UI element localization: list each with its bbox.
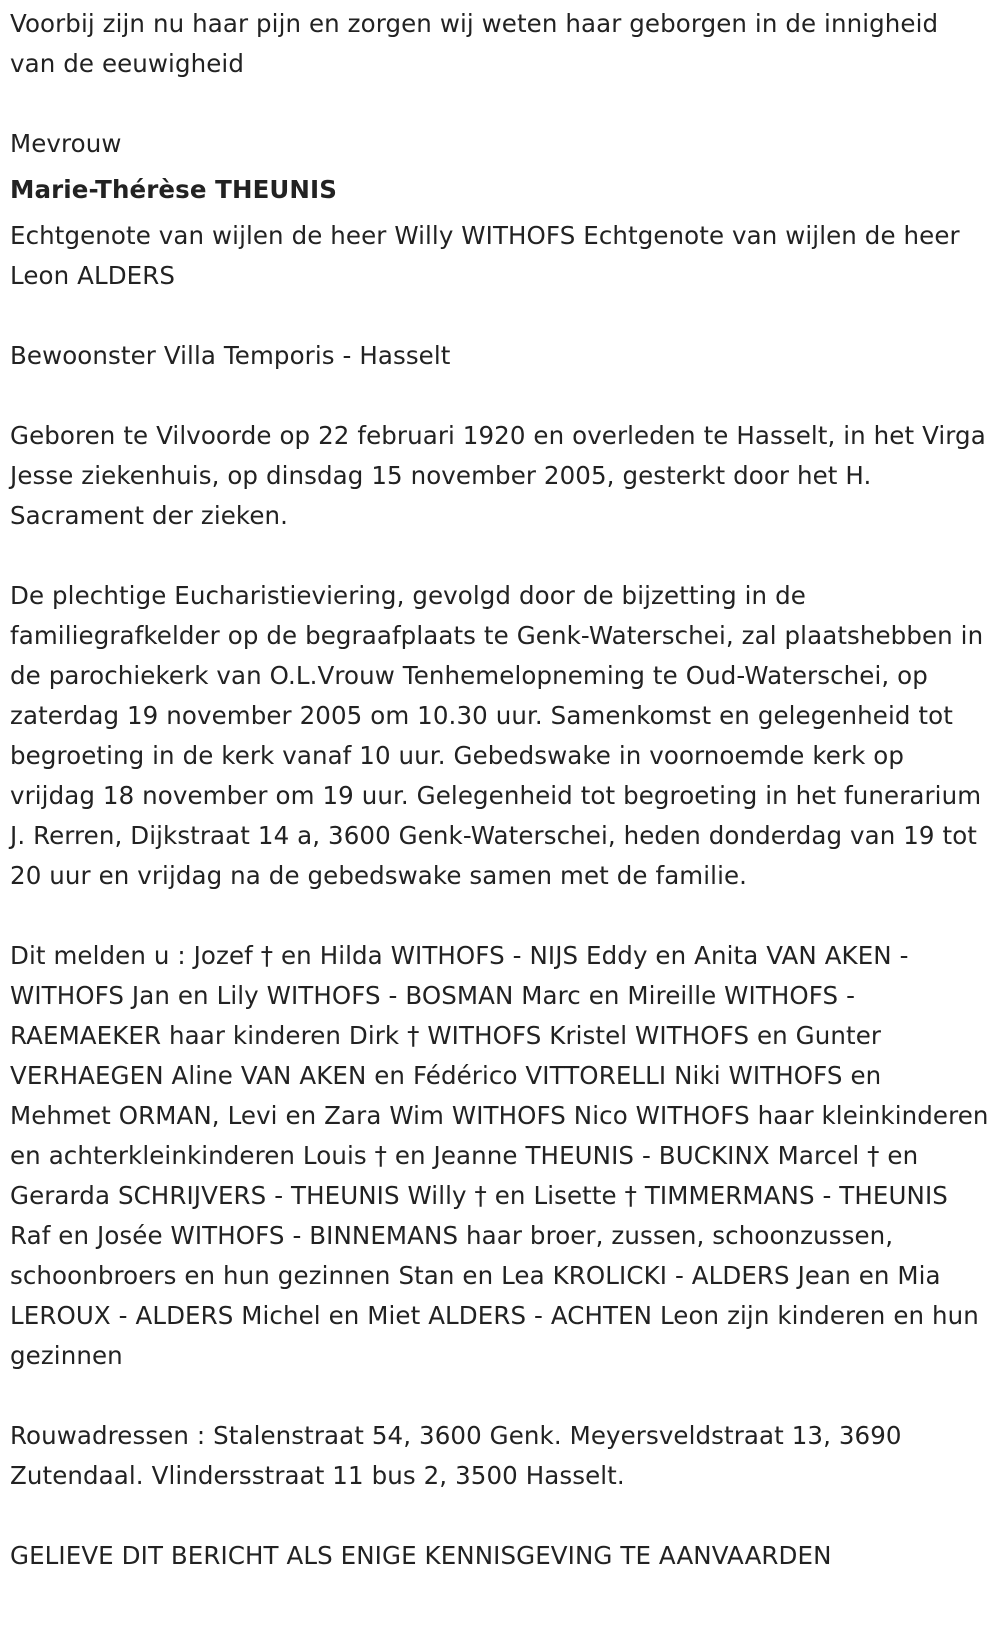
deceased-name: Marie-Thérèse THEUNIS — [10, 175, 337, 204]
residence-text: Bewoonster Villa Temporis - Hasselt — [10, 341, 451, 370]
closing-line: GELIEVE DIT BERICHT ALS ENIGE KENNISGEVING TE AANVAARDEN — [10, 1541, 832, 1570]
mourning-addresses: Rouwadressen : Stalenstraat 54, 3600 Genk. Meyersveldstraat 13, 3690 Zutendaal. Vlindersstraat 11 bus 2, 3500 Hasselt. — [10, 1421, 902, 1490]
ceremony-text: De plechtige Eucharistieviering, gevolgd door de bijzetting in de familiegrafkelder op de begraafplaats te Genk-Waterschei, zal plaatshebben in de parochiekerk van O.L.Vrouw Tenhemelopneming te Oud-Waterschei, op zaterdag 19 november 2005 om 10.30 uur. Samenkomst en gelegenheid tot begroeting in de kerk vanaf 10 uur. Gebedswake in voornoemde kerk op vrijdag 18 november om 19 uur. Gelegenheid tot begroeting in het funerarium J. Rerren, Dijkstraat 14 a, 3600 Genk-Waterschei, heden donderdag van 19 tot 20 uur en vrijdag na de gebedswake samen met de familie. — [10, 581, 984, 890]
announcers-text: Dit melden u : Jozef † en Hilda WITHOFS - NIJS Eddy en Anita VAN AKEN - WITHOFS Jan en Lily WITHOFS - BOSMAN Marc en Mireille WITHOFS - RAEMAEKER haar kinderen Dirk † WITHOFS Kristel WITHOFS en Gunter VERHAEGEN Aline VAN AKEN en Fédérico VITTORELLI Niki WITHOFS en Mehmet ORMAN, Levi en Zara Wim WITHOFS Nico WITHOFS haar kleinkinderen en achterkleinkinderen Louis † en Jeanne THEUNIS - BUCKINX Marcel † en Gerarda SCHRIJVERS - THEUNIS Willy † en Lisette † TIMMERMANS - THEUNIS Raf en Josée WITHOFS - BINNEMANS haar broer, zussen, schoonzussen, schoonbroers en hun gezinnen Stan en Lea KROLICKI - ALDERS Jean en Mia LEROUX - ALDERS Michel en Miet ALDERS - ACHTEN Leon zijn kinderen en hun gezinnen — [10, 941, 989, 1370]
birth-death-text: Geboren te Vilvoorde op 22 februari 1920 en overleden te Hasselt, in het Virga Jesse ziekenhuis, op dinsdag 15 november 2005, gesterkt door het H. Sacrament der zieken. — [10, 421, 986, 530]
salutation: Mevrouw — [10, 129, 122, 158]
spouses-text: Echtgenote van wijlen de heer Willy WITHOFS Echtgenote van wijlen de heer Leon ALDERS — [10, 221, 960, 290]
opening-line: Voorbij zijn nu haar pijn en zorgen wij weten haar geborgen in de innigheid van de eeuwigheid — [10, 9, 939, 78]
